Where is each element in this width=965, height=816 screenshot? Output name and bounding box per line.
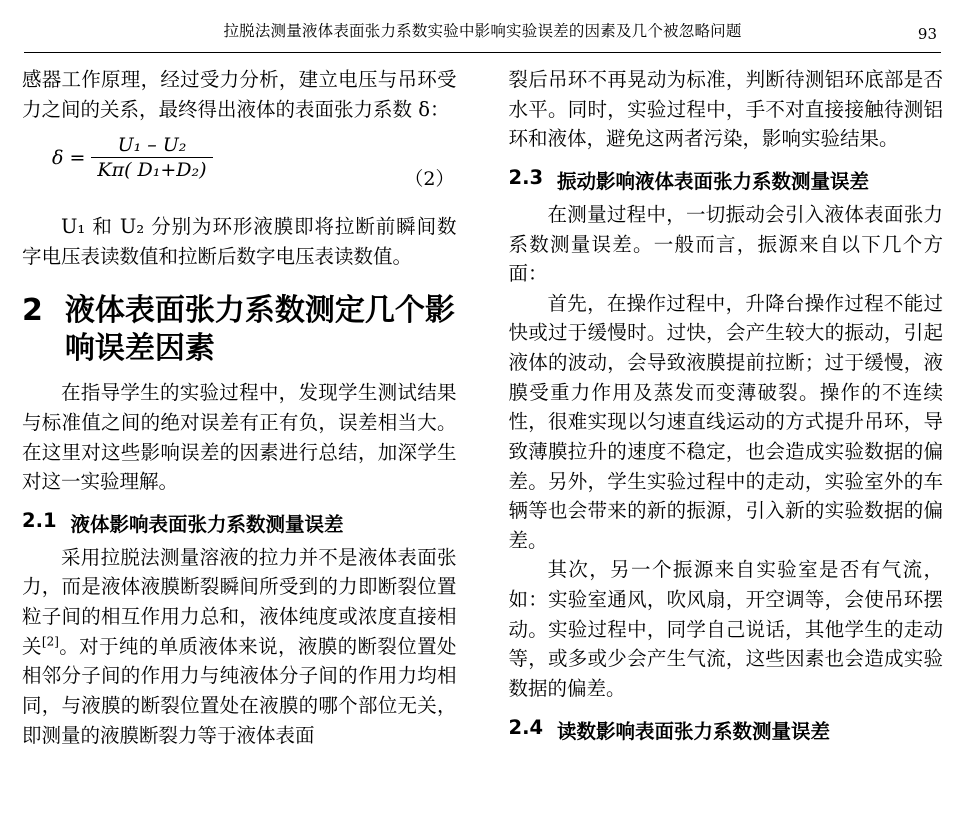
running-head-title: 拉脱法测量液体表面张力系数实验中影响实验误差的因素及几个被忽略问题 — [223, 22, 742, 40]
subsection-heading-2-1 — [22, 509, 457, 537]
formula-fraction — [91, 134, 212, 181]
formula-numerator: U₁ – U₂ — [117, 134, 187, 157]
section-title: 液体表面张力系数测定几个影响误差因素 — [64, 292, 455, 366]
left-column — [22, 65, 483, 805]
subsection-number: 2.3 — [508, 165, 544, 189]
subsection-title: 液体影响表面张力系数测量误差 — [70, 512, 344, 536]
paragraph-left-2: U₁ 和 U₂ 分别为环形液膜即将拉断前瞬间数字电压表读数值和拉断后数字电压表读数值。 — [22, 215, 457, 268]
page-number: 93 — [917, 25, 937, 43]
paragraph-right-3: 首先，在操作过程中，升降台操作过程不能过快或过于缓慢时。过快，会产生较大的振动，引起液体的波动，会导致液膜提前拉断；过于缓慢，液膜受重力作用及蒸发而变薄破裂。操作的不连续性，很难实现以匀速直线运动的方式提升吊环，导致薄膜拉升的速度不稳定，也会造成实验数据的偏差。另外，学生实验过程中的走动，实验室外的车辆等也会带来的新的振源，引入新的实验数据的偏差。 — [508, 291, 943, 552]
paragraph-left-1: 感器工作原理，经过受力分析，建立电压与吊环受力之间的关系，最终得出液体的表面张力系数 δ： — [22, 68, 457, 121]
formula-expression — [52, 134, 213, 181]
paragraph-left-4-part-b: 。对于纯的单质液体来说，液膜的断裂位置处相邻分子间的作用力与纯液体分子间的作用力均相同，与液膜的断裂位置处在液膜的哪个部位无关，即测量的液膜断裂力等于液体表面 — [22, 634, 457, 747]
section-heading-2 — [22, 292, 457, 369]
subsection-title: 振动影响液体表面张力系数测量误差 — [557, 169, 870, 193]
header-rule — [24, 52, 941, 53]
formula-2 — [22, 130, 457, 208]
subsection-heading-2-3 — [509, 166, 944, 194]
subsection-heading-2-4 — [509, 716, 944, 744]
paragraph-left-4 — [22, 543, 457, 750]
paragraph-right-2: 在测量过程中，一切振动会引入液体表面张力系数测量误差。一般而言，振源来自以下几个方面： — [508, 202, 943, 286]
subsection-number: 2.1 — [22, 508, 57, 532]
section-number: 2 — [22, 292, 43, 328]
formula-denominator: Kπ( D₁+D₂) — [97, 159, 207, 182]
body-columns — [22, 65, 943, 805]
subsection-title: 读数影响表面张力系数测量误差 — [557, 719, 831, 743]
reference-marker: [2] — [41, 634, 59, 649]
right-column — [483, 65, 944, 805]
formula-lhs: δ = — [52, 146, 86, 169]
subsection-number: 2.4 — [508, 715, 544, 739]
paragraph-left-4-part-a: 采用拉脱法测量溶液的拉力并不是液体表面张力，而是液体液膜断裂瞬间所受到的力即断裂位置粒子间的相互作用力总和，液体纯度或浓度直接相关 — [22, 545, 457, 658]
paragraph-right-4: 其次，另一个振源来自实验室是否有气流，如：实验室通风，吹风扇，开空调等，会使吊环摆动。实验过程中，同学自己说话，其他学生的走动等，或多或少会产生气流，这些因素也会造成实验数据的偏差。 — [508, 558, 943, 700]
paragraph-left-3: 在指导学生的实验过程中，发现学生测试结果与标准值之间的绝对误差有正有负，误差相当大。在这里对这些影响误差的因素进行总结，加深学生对这一实验理解。 — [22, 381, 457, 494]
formula-number: （2） — [404, 168, 455, 191]
paragraph-right-1: 裂后吊环不再晃动为标准，判断待测铝环底部是否水平。同时，实验过程中，手不对直接接触待测铝环和液体，避免这两者污染，影响实验结果。 — [508, 68, 943, 151]
running-head — [22, 0, 943, 50]
